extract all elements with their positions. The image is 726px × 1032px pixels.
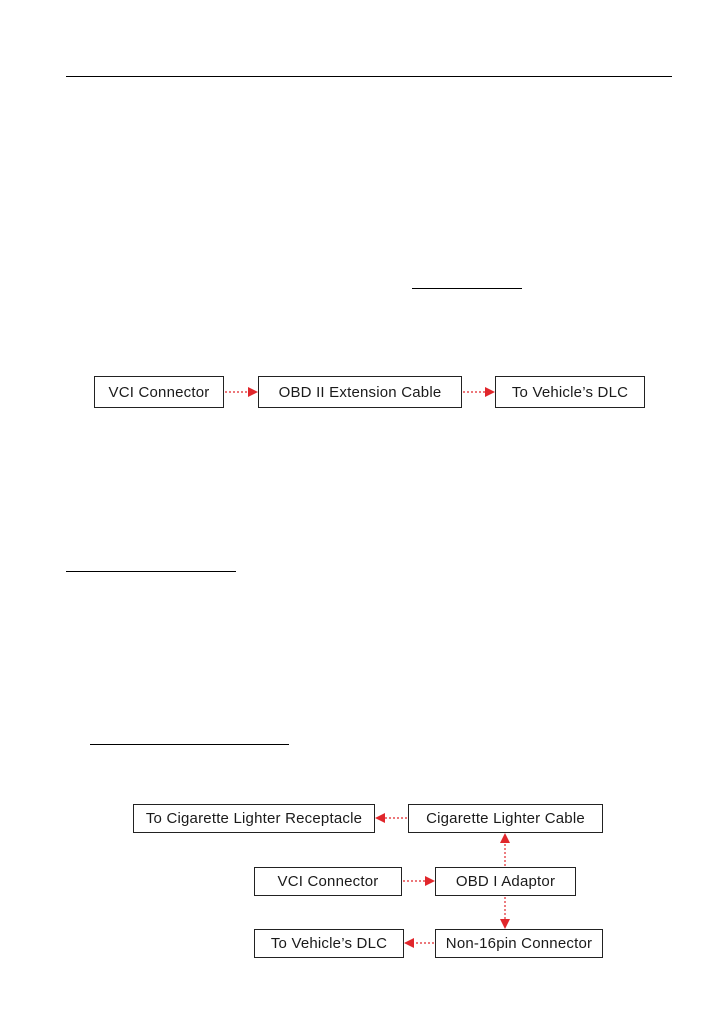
cigarette-receptacle-box: To Cigarette Lighter Receptacle [133, 804, 375, 833]
vehicle-dlc-box: To Vehicle’s DLC [495, 376, 645, 408]
vci-connector-box: VCI Connector [94, 376, 224, 408]
extension-cable-box: OBD II Extension Cable [258, 376, 462, 408]
non16pin-connector-box: Non-16pin Connector [435, 929, 603, 958]
vehicle-dlc-box-2: To Vehicle’s DLC [254, 929, 404, 958]
obd1-adaptor-box: OBD I Adaptor [435, 867, 576, 896]
cigarette-cable-box: Cigarette Lighter Cable [408, 804, 603, 833]
vci-connector-box-2: VCI Connector [254, 867, 402, 896]
